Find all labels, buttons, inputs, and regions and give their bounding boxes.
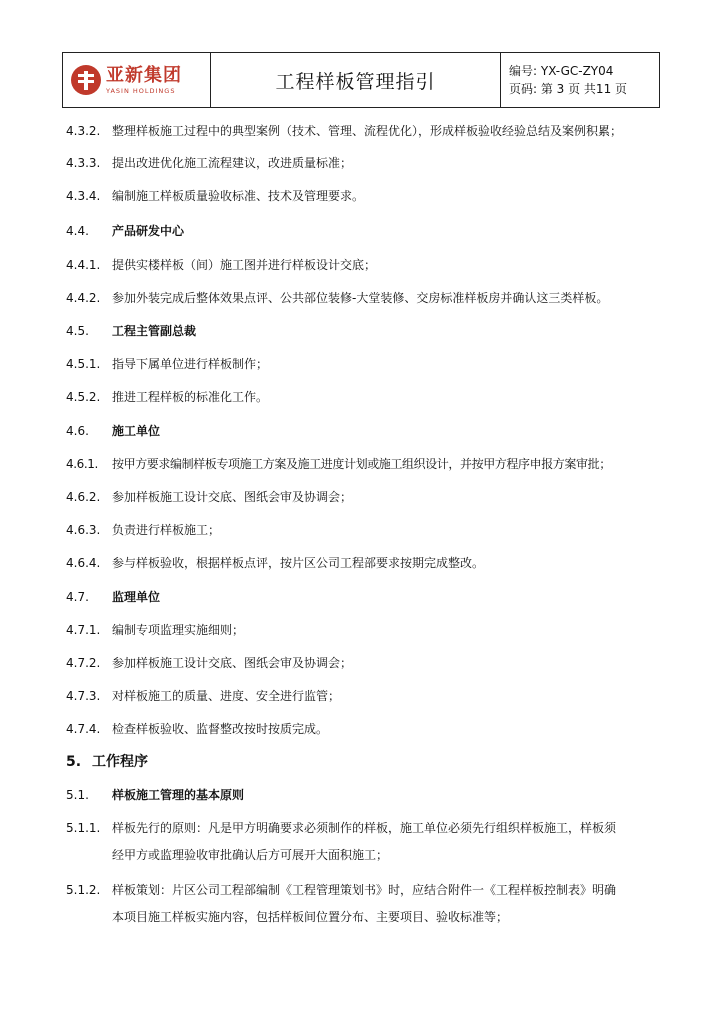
subsection-4-6-heading: 4.6. 施工单位 xyxy=(66,424,161,438)
page-indicator: 页码: 第 3 页 共11 页 xyxy=(509,82,628,96)
document-info xyxy=(501,53,659,107)
clause-4-4-1: 4.4.1. 提供实楼样板（间）施工图并进行样板设计交底； xyxy=(66,258,377,272)
clause-4-5-1: 4.5.1. 指导下属单位进行样板制作； xyxy=(66,357,269,371)
subsection-4-7-heading: 4.7. 监理单位 xyxy=(66,590,161,604)
section-5-heading: 5. 工作程序 xyxy=(66,754,148,770)
clause-4-7-1: 4.7.1. 编制专项监理实施细则； xyxy=(66,623,245,637)
document-title: 工程样板管理指引 xyxy=(211,53,501,107)
document-header xyxy=(62,52,660,108)
clause-4-7-4: 4.7.4. 检查样板验收、监督整改按时按质完成。 xyxy=(66,722,329,736)
subsection-4-5-heading: 4.5. 工程主管副总裁 xyxy=(66,324,197,338)
clause-4-3-3: 4.3.3. 提出改进优化施工流程建议，改进质量标准； xyxy=(66,156,353,170)
logo-mark-icon xyxy=(71,65,101,95)
subsection-4-4-heading: 4.4. 产品研发中心 xyxy=(66,224,185,238)
clause-4-6-4: 4.6.4. 参与样板验收，根据样板点评，按片区公司工程部要求按期完成整改。 xyxy=(66,556,485,570)
logo-name-cn: 亚新集团 xyxy=(106,64,182,86)
logo-name-en: YASIN HOLDINGS xyxy=(106,86,176,95)
clause-5-1-2-continued: 本项目施工样板实施内容，包括样板间位置分布、主要项目、验收标准等； xyxy=(112,910,509,924)
clause-4-7-2: 4.7.2. 参加样板施工设计交底、图纸会审及协调会； xyxy=(66,656,353,670)
clause-5-1-1: 5.1.1. 样板先行的原则：凡是甲方明确要求必须制作的样板，施工单位必须先行组织样板施工，样板须 xyxy=(66,821,617,835)
subsection-5-1-heading: 5.1. 样板施工管理的基本原则 xyxy=(66,788,245,802)
clause-4-6-2: 4.6.2. 参加样板施工设计交底、图纸会审及协调会； xyxy=(66,490,353,504)
clause-4-6-3: 4.6.3. 负责进行样板施工； xyxy=(66,523,221,537)
document-code: 编号: YX-GC-ZY04 xyxy=(509,64,614,78)
clause-4-3-2: 4.3.2. 整理样板施工过程中的典型案例（技术、管理、流程优化），形成样板验收经验总结及案例积累； xyxy=(66,124,623,138)
logo xyxy=(63,53,211,107)
clause-4-5-2: 4.5.2. 推进工程样板的标准化工作。 xyxy=(66,390,269,404)
clause-4-3-4: 4.3.4. 编制施工样板质量验收标准、技术及管理要求。 xyxy=(66,189,365,203)
clause-4-7-3: 4.7.3. 对样板施工的质量、进度、安全进行监管； xyxy=(66,689,341,703)
clause-5-1-1-continued: 经甲方或监理验收审批确认后方可展开大面积施工； xyxy=(112,848,389,862)
clause-4-4-2: 4.4.2. 参加外装完成后整体效果点评、公共部位装修-大堂装修、交房标准样板房并确认这三类样板。 xyxy=(66,291,609,305)
clause-4-6-1: 4.6.1. 按甲方要求编制样板专项施工方案及施工进度计划或施工组织设计，并按甲方程序申报方案审批； xyxy=(66,457,611,471)
clause-5-1-2: 5.1.2. 样板策划：片区公司工程部编制《工程管理策划书》时，应结合附件一《工程样板控制表》明确 xyxy=(66,883,617,897)
